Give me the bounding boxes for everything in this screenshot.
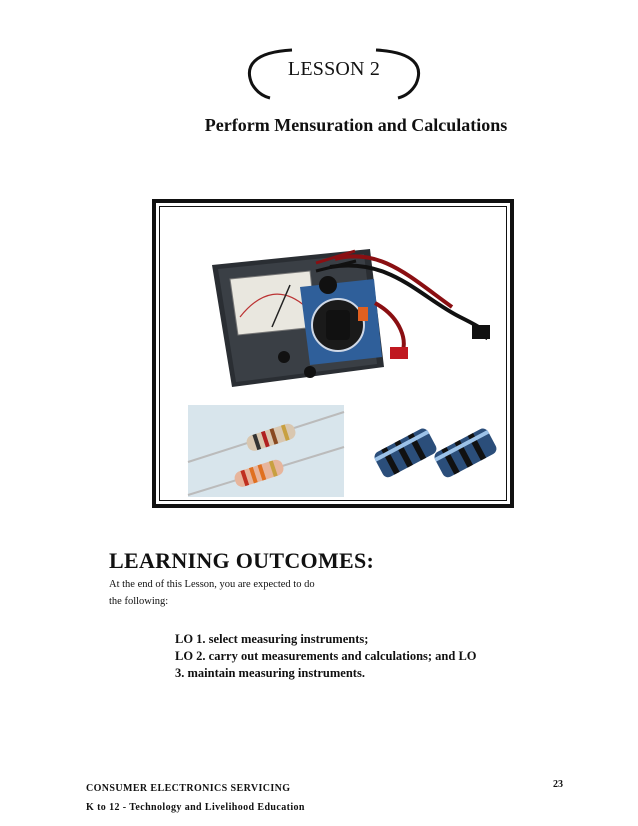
list-item: LO 1. select measuring instruments; xyxy=(175,632,369,646)
list-item: LO 2. carry out measurements and calculations; and LO xyxy=(175,649,477,663)
multimeter-icon xyxy=(212,249,384,387)
figure-image xyxy=(159,206,507,501)
intro-line: At the end of this Lesson, you are expected to do xyxy=(109,579,315,590)
learning-outcomes-list xyxy=(175,631,535,682)
footer xyxy=(86,779,305,817)
page-number: 23 xyxy=(553,779,563,790)
outcomes-intro xyxy=(109,576,369,610)
figure-frame xyxy=(152,199,514,508)
footer-course: CONSUMER ELECTRONICS SERVICING xyxy=(86,783,291,794)
footer-program: K to 12 - Technology and Livelihood Education xyxy=(86,802,305,813)
list-item: 3. maintain measuring instruments. xyxy=(175,666,365,680)
learning-outcomes-heading: LEARNING OUTCOMES: xyxy=(109,548,375,573)
lesson-badge xyxy=(240,44,428,100)
fuse-icon xyxy=(372,426,498,479)
lesson-label: LESSON 2 xyxy=(287,58,381,80)
page-title: Perform Mensuration and Calculations xyxy=(204,115,508,135)
intro-line: the following: xyxy=(109,596,169,607)
